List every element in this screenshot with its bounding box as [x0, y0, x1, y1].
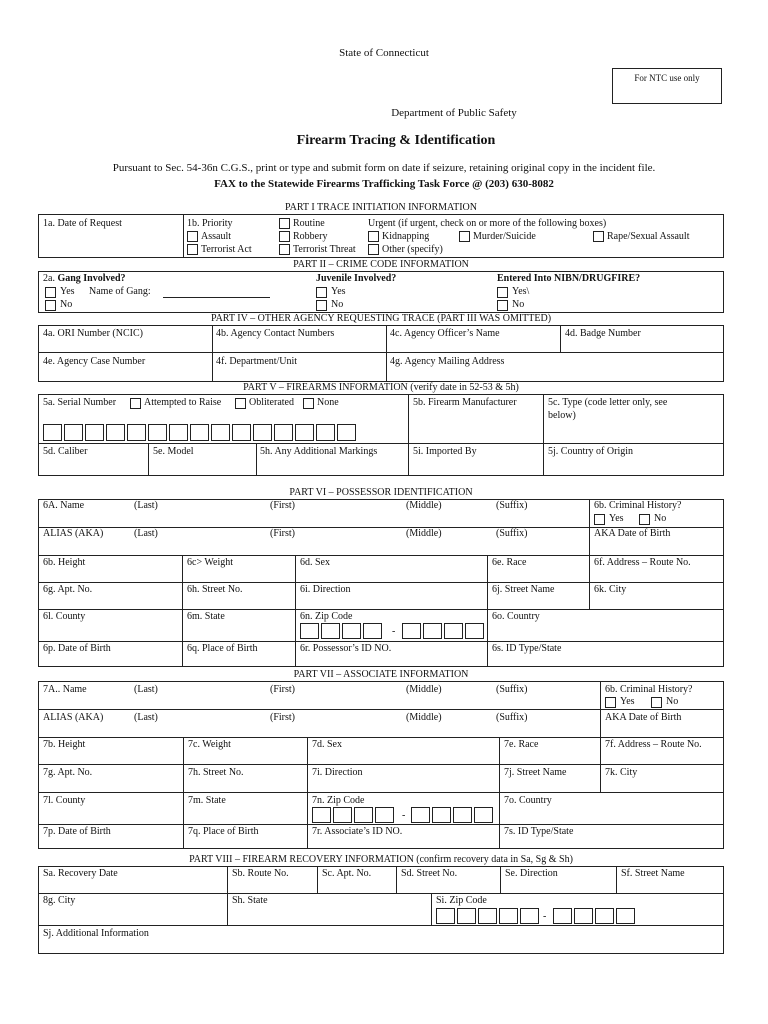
- terrorist-act-checkbox[interactable]: [187, 244, 198, 255]
- assoc-middle-label: (Middle): [406, 684, 442, 695]
- pob-label: 6q. Place of Birth: [187, 643, 258, 654]
- state-label: 6m. State: [187, 611, 225, 622]
- assoc-zip-boxes-5[interactable]: [312, 807, 396, 823]
- divider: [148, 443, 149, 476]
- assoc-criminal-no-checkbox[interactable]: [651, 697, 662, 708]
- recovery-apt-label: Sc. Apt. No.: [322, 868, 372, 879]
- juvenile-label: Juvenile Involved?: [316, 273, 397, 284]
- divider: [38, 609, 724, 610]
- gang-no-checkbox[interactable]: [45, 300, 56, 311]
- kidnapping-label: Kidnapping: [382, 231, 430, 242]
- attempted-checkbox[interactable]: [130, 398, 141, 409]
- caliber-label: 5d. Caliber: [43, 446, 88, 457]
- divider: [589, 499, 590, 555]
- part5-heading: PART V – FIREARMS INFORMATION (verify date in 52-53 & 5h): [243, 382, 519, 393]
- recovery-date-label: Sa. Recovery Date: [43, 868, 118, 879]
- assault-checkbox[interactable]: [187, 231, 198, 242]
- assoc-criminal-yes-label: Yes: [620, 696, 635, 707]
- assoc-alias-last-label: (Last): [134, 712, 158, 723]
- weight-label: 6c> Weight: [187, 557, 234, 568]
- divider: [256, 443, 257, 476]
- nibn-yes-label: Yes\: [512, 286, 530, 297]
- dept-label: 4f. Department/Unit: [216, 356, 298, 367]
- recovery-city-label: 8g. City: [43, 895, 76, 906]
- recovery-direction-label: Se. Direction: [505, 868, 558, 879]
- suffix-label: (Suffix): [496, 500, 528, 511]
- assoc-alias-first-label: (First): [270, 712, 295, 723]
- terrorist-threat-checkbox[interactable]: [279, 244, 290, 255]
- nibn-label: Entered Into NIBN/DRUGFIRE?: [497, 273, 641, 284]
- id-type-label: 6s. ID Type/State: [492, 643, 562, 654]
- ori-label: 4a. ORI Number (NCIC): [43, 328, 143, 339]
- divider: [500, 866, 501, 893]
- criminal-yes-checkbox[interactable]: [594, 514, 605, 525]
- type-label-cont: below): [548, 410, 576, 421]
- divider: [600, 681, 601, 737]
- zip-label: 6n. Zip Code: [300, 611, 353, 622]
- divider: [227, 866, 228, 925]
- zip-boxes-5[interactable]: [300, 623, 384, 639]
- form-title: Firearm Tracing & Identification: [296, 133, 496, 148]
- assoc-id-type-label: 7s. ID Type/State: [504, 826, 574, 837]
- recovery-zip-boxes-4[interactable]: [553, 908, 637, 924]
- assoc-street-no-label: 7h. Street No.: [188, 767, 244, 778]
- divider: [38, 709, 724, 710]
- gang-prefix: 2a.: [43, 273, 58, 284]
- assoc-pob-label: 7q. Place of Birth: [188, 826, 259, 837]
- instructions: Pursuant to Sec. 54-36n C.G.S., print or type and submit form on date if seizure, retaining original copy in the incident file.: [112, 162, 656, 174]
- serial-number-boxes[interactable]: [43, 424, 358, 441]
- department-name: Department of Public Safety: [391, 107, 517, 119]
- last-label: (Last): [134, 500, 158, 511]
- part2-heading: PART II – CRIME CODE INFORMATION: [293, 259, 469, 270]
- divider: [616, 866, 617, 893]
- divider: [295, 555, 296, 667]
- state-name: State of Connecticut: [339, 47, 429, 59]
- country-label: 6o. Country: [492, 611, 540, 622]
- divider: [183, 737, 184, 849]
- assoc-street-name-label: 7j. Street Name: [504, 767, 567, 778]
- criminal-history-label: 6b. Criminal History?: [594, 500, 682, 511]
- assoc-aka-dob-label: AKA Date of Birth: [605, 712, 682, 723]
- assoc-state-label: 7m. State: [188, 795, 226, 806]
- type-label: 5c. Type (code letter only, see: [548, 397, 668, 408]
- possessor-name-label: 6A. Name: [43, 500, 85, 511]
- assoc-criminal-yes-checkbox[interactable]: [605, 697, 616, 708]
- divider: [38, 792, 724, 793]
- alias-last-label: (Last): [134, 528, 158, 539]
- case-label: 4e. Agency Case Number: [43, 356, 146, 367]
- divider: [431, 893, 432, 925]
- assoc-alias-suffix-label: (Suffix): [496, 712, 528, 723]
- assoc-criminal-no-label: No: [666, 696, 679, 707]
- assoc-county-label: 7l. County: [43, 795, 86, 806]
- rape-checkbox[interactable]: [593, 231, 604, 242]
- zip-dash: -: [392, 626, 396, 637]
- assoc-height-label: 7b. Height: [43, 739, 86, 750]
- zip-boxes-4[interactable]: [402, 623, 486, 639]
- juvenile-yes-checkbox[interactable]: [316, 287, 327, 298]
- murder-label: Murder/Suicide: [473, 231, 536, 242]
- divider: [589, 555, 590, 609]
- assoc-first-label: (First): [270, 684, 295, 695]
- part1-heading: PART I TRACE INITIATION INFORMATION: [285, 202, 477, 213]
- middle-label: (Middle): [406, 500, 442, 511]
- nibn-no-label: No: [512, 299, 525, 310]
- alias-first-label: (First): [270, 528, 295, 539]
- divider: [38, 582, 724, 583]
- recovery-street-name-label: Sf. Street Name: [621, 868, 685, 879]
- kidnapping-checkbox[interactable]: [368, 231, 379, 242]
- divider: [182, 555, 183, 667]
- street-name-label: 6j. Street Name: [492, 584, 555, 595]
- imported-label: 5i. Imported By: [413, 446, 477, 457]
- contact-label: 4b. Agency Contact Numbers: [216, 328, 335, 339]
- divider: [487, 555, 488, 667]
- serial-label: 5a. Serial Number: [43, 397, 117, 408]
- city-label: 6k. City: [594, 584, 627, 595]
- assoc-last-label: (Last): [134, 684, 158, 695]
- height-label: 6b. Height: [43, 557, 86, 568]
- routine-label: Routine: [293, 218, 325, 229]
- model-label: 5e. Model: [153, 446, 194, 457]
- rape-label: Rape/Sexual Assault: [607, 231, 690, 242]
- part8-heading: PART VIII – FIREARM RECOVERY INFORMATION (confirm recovery data in Sa, Sg & Sh): [189, 854, 573, 865]
- assoc-city-label: 7k. City: [605, 767, 638, 778]
- obliterated-checkbox[interactable]: [235, 398, 246, 409]
- assoc-apt-label: 7g. Apt. No.: [43, 767, 93, 778]
- mailing-label: 4g. Agency Mailing Address: [390, 356, 505, 367]
- assoc-race-label: 7e. Race: [504, 739, 539, 750]
- sex-label: 6d. Sex: [300, 557, 330, 568]
- divider: [38, 824, 724, 825]
- country-of-origin-label: 5j. Country of Origin: [548, 446, 633, 457]
- badge-label: 4d. Badge Number: [565, 328, 641, 339]
- criminal-no-checkbox[interactable]: [639, 514, 650, 525]
- recovery-street-no-label: Sd. Street No.: [401, 868, 458, 879]
- assoc-country-label: 7o. Country: [504, 795, 552, 806]
- address-label: 6f. Address – Route No.: [594, 557, 691, 568]
- urgent-label: Urgent (if urgent, check on or more of the following boxes): [368, 218, 607, 229]
- juvenile-no-checkbox[interactable]: [316, 300, 327, 311]
- divider: [38, 737, 724, 738]
- nibn-no-checkbox[interactable]: [497, 300, 508, 311]
- part7-heading: PART VII – ASSOCIATE INFORMATION: [293, 669, 469, 680]
- divider: [38, 893, 724, 894]
- none-checkbox[interactable]: [303, 398, 314, 409]
- alias-label: ALIAS (AKA): [43, 528, 104, 539]
- divider: [560, 325, 561, 352]
- assoc-weight-label: 7c. Weight: [188, 739, 231, 750]
- attempted-label: Attempted to Raise: [144, 397, 222, 408]
- id-no-label: 6r. Possessor’s ID NO.: [300, 643, 392, 654]
- none-label: None: [317, 397, 339, 408]
- gang-question: Gang Involved?: [57, 273, 126, 284]
- gang-name-label: Name of Gang:: [89, 286, 151, 297]
- assoc-sex-label: 7d. Sex: [312, 739, 342, 750]
- apt-label: 6g. Apt. No.: [43, 584, 93, 595]
- terrorist-threat-label: Terrorist Threat: [293, 244, 356, 255]
- alias-middle-label: (Middle): [406, 528, 442, 539]
- divider: [386, 325, 387, 382]
- first-label: (First): [270, 500, 295, 511]
- gang-yes-label: Yes: [60, 286, 75, 297]
- divider: [212, 325, 213, 382]
- divider: [38, 555, 724, 556]
- fax-line: FAX to the Statewide Firearms Trafficking Task Force @ (203) 630-8082: [214, 178, 554, 190]
- gang-no-label: No: [60, 299, 73, 310]
- recovery-zip-boxes-5[interactable]: [436, 908, 541, 924]
- juvenile-yes-label: Yes: [331, 286, 346, 297]
- dob-label: 6p. Date of Birth: [43, 643, 111, 654]
- terrorist-act-label: Terrorist Act: [201, 244, 252, 255]
- divider: [38, 641, 724, 642]
- direction-label: 6i. Direction: [300, 584, 351, 595]
- divider: [396, 866, 397, 893]
- county-label: 6l. County: [43, 611, 86, 622]
- street-no-label: 6h. Street No.: [187, 584, 243, 595]
- additional-info-label: Sj. Additional Information: [43, 928, 149, 939]
- assoc-zip-boxes-4[interactable]: [411, 807, 495, 823]
- assoc-criminal-label: 6b. Criminal History?: [605, 684, 693, 695]
- associate-name-label: 7A.. Name: [43, 684, 87, 695]
- divider: [307, 737, 308, 849]
- other-label: Other (specify): [382, 244, 443, 255]
- robbery-label: Robbery: [293, 231, 328, 242]
- recovery-route-label: Sb. Route No.: [232, 868, 289, 879]
- criminal-no-label: No: [654, 513, 667, 524]
- divider: [38, 764, 724, 765]
- manufacturer-label: 5b. Firearm Manufacturer: [413, 397, 517, 408]
- priority-label: 1b. Priority: [187, 218, 233, 229]
- murder-checkbox[interactable]: [459, 231, 470, 242]
- assoc-dob-label: 7p. Date of Birth: [43, 826, 111, 837]
- criminal-yes-label: Yes: [609, 513, 624, 524]
- assoc-suffix-label: (Suffix): [496, 684, 528, 695]
- divider: [183, 214, 184, 258]
- assoc-address-label: 7f. Address – Route No.: [605, 739, 702, 750]
- obliterated-label: Obliterated: [249, 397, 294, 408]
- gang-yes-checkbox[interactable]: [45, 287, 56, 298]
- markings-label: 5h. Any Additional Markings: [260, 446, 378, 457]
- nibn-yes-checkbox[interactable]: [497, 287, 508, 298]
- aka-dob-label: AKA Date of Birth: [594, 528, 671, 539]
- ntc-use-box: For NTC use only: [612, 68, 722, 104]
- part6-heading: PART VI – POSSESSOR IDENTIFICATION: [289, 487, 473, 498]
- gang-name-line[interactable]: [163, 297, 270, 298]
- part4-heading: PART IV – OTHER AGENCY REQUESTING TRACE (PART III WAS OMITTED): [210, 313, 552, 324]
- divider: [499, 737, 500, 849]
- robbery-checkbox[interactable]: [279, 231, 290, 242]
- alias-suffix-label: (Suffix): [496, 528, 528, 539]
- divider: [317, 866, 318, 893]
- routine-checkbox[interactable]: [279, 218, 290, 229]
- assault-label: Assault: [201, 231, 231, 242]
- gang-involved-label: [43, 273, 126, 285]
- assoc-alias-middle-label: (Middle): [406, 712, 442, 723]
- juvenile-no-label: No: [331, 299, 344, 310]
- assoc-alias-label: ALIAS (AKA): [43, 712, 104, 723]
- divider: [600, 737, 601, 792]
- recovery-zip-label: Si. Zip Code: [436, 895, 487, 906]
- divider: [543, 394, 544, 476]
- assoc-id-no-label: 7r. Associate’s ID NO.: [312, 826, 403, 837]
- divider: [38, 925, 724, 926]
- assoc-zip-label: 7n. Zip Code: [312, 795, 365, 806]
- divider: [38, 443, 724, 444]
- divider: [38, 352, 724, 353]
- recovery-state-label: Sh. State: [232, 895, 268, 906]
- recovery-zip-dash: -: [543, 911, 547, 922]
- other-checkbox[interactable]: [368, 244, 379, 255]
- officer-label: 4c. Agency Officer’s Name: [390, 328, 500, 339]
- divider: [408, 394, 409, 476]
- date-of-request-label: 1a. Date of Request: [43, 218, 122, 229]
- race-label: 6e. Race: [492, 557, 527, 568]
- assoc-zip-dash: -: [402, 810, 406, 821]
- assoc-direction-label: 7i. Direction: [312, 767, 363, 778]
